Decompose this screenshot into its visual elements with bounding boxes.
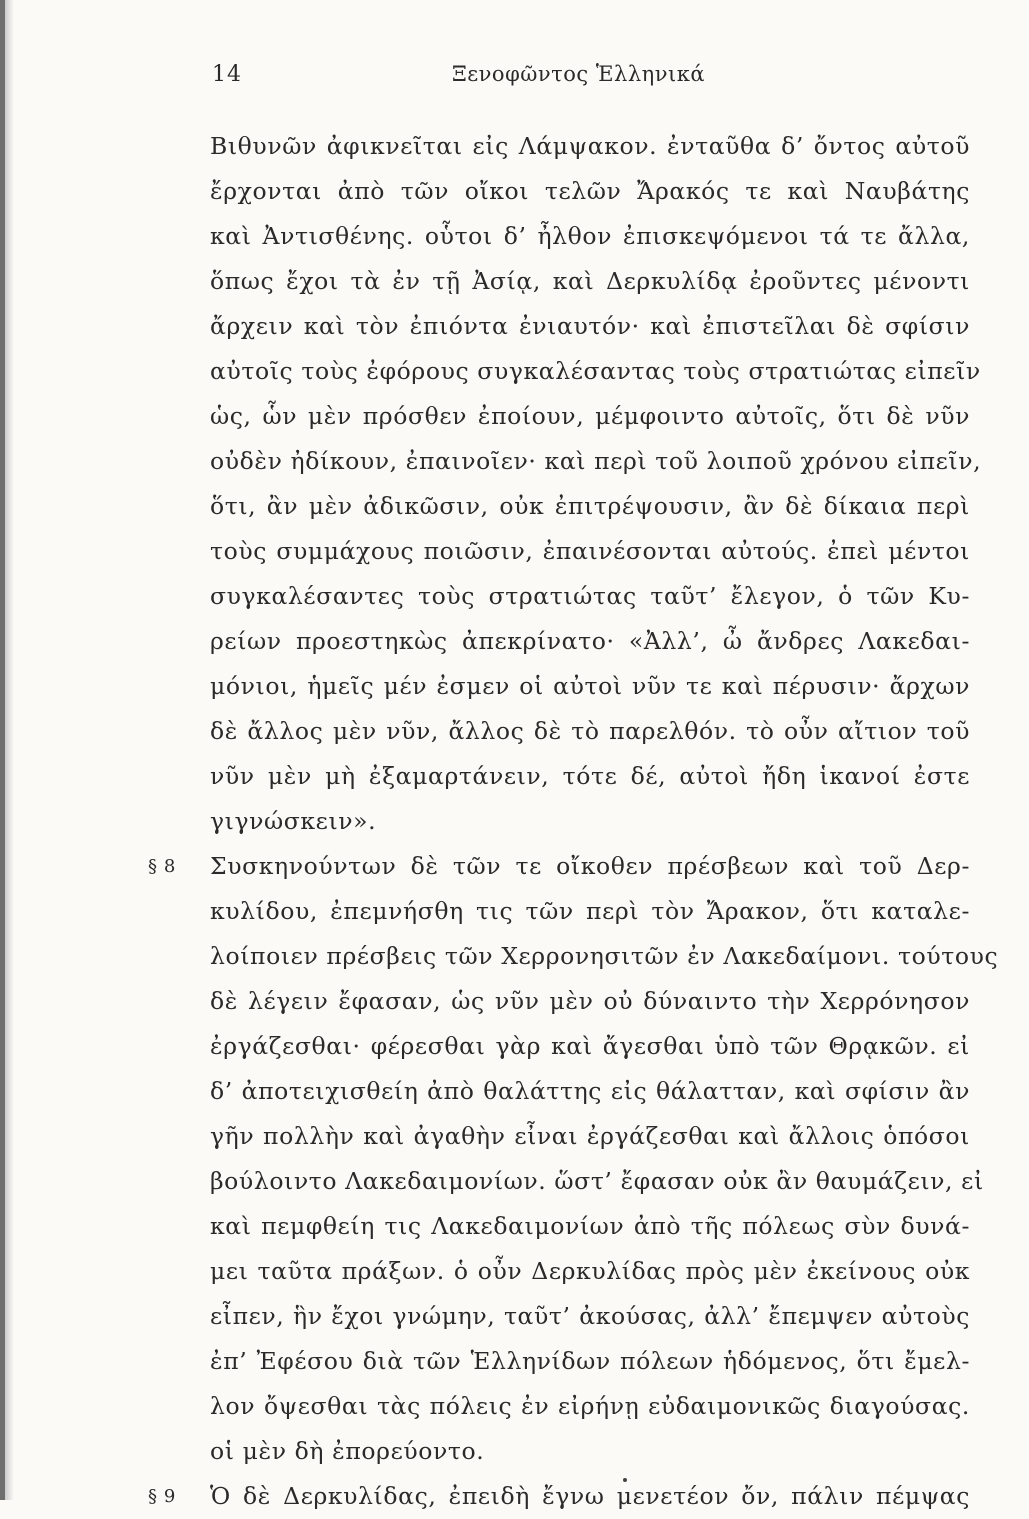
text-line: Βιθυνῶν ἀφικνεῖται εἰς Λάμψακον. ἐνταῦθα δ’ ὄντος αὐτοῦ: [210, 132, 970, 160]
text-line: μόνιοι, ἡμεῖς μέν ἐσμεν οἱ αὐτοὶ νῦν τε καὶ πέρυσιν· ἄρχων: [210, 672, 970, 700]
text-line: οὐδὲν ἠδίκουν, ἐπαινοῖεν· καὶ περὶ τοῦ λοιποῦ χρόνου εἰπεῖν,: [210, 447, 982, 475]
text-line: εἶπεν, ἣν ἔχοι γνώμην, ταῦτ’ ἀκούσας, ἀλλ’ ἔπεμψεν αὐτοὺς: [210, 1302, 970, 1330]
text-line: Ὁ δὲ Δερκυλίδας, ἐπειδὴ ἔγνω μενετέον ὄν, πάλιν πέμψας: [210, 1482, 970, 1510]
section-8-first-line: [148, 844, 970, 889]
text-line: λον ὄψεσθαι τὰς πόλεις ἐν εἰρήνῃ εὐδαιμονικῶς διαγούσας.: [210, 1392, 970, 1420]
text-line: βούλοιντο Λακεδαιμονίων. ὥστ’ ἔφασαν οὐκ ἂν θαυμάζειν, εἰ: [210, 1167, 984, 1195]
page-number: 14: [212, 62, 242, 87]
text-line: δ’ ἀποτειχισθείη ἀπὸ θαλάττης εἰς θάλατταν, καὶ σφίσιν ἂν: [210, 1077, 970, 1105]
text-line: οἱ μὲν δὴ ἐπορεύοντο.: [210, 1437, 485, 1465]
text-line: ὅπως ἔχοι τὰ ἐν τῇ Ἀσίᾳ, καὶ Δερκυλίδᾳ ἐροῦντες μένοντι: [210, 267, 970, 295]
page-header: [212, 62, 972, 102]
text-line: τοὺς συμμάχους ποιῶσιν, ἐπαινέσονται αὐτούς. ἐπεὶ μέντοι: [210, 537, 970, 565]
text-line: λοίποιεν πρέσβεις τῶν Χερρονησιτῶν ἐν Λακεδαίμονι. τούτους: [210, 942, 999, 970]
text-line: αὐτοῖς τοὺς ἐφόρους συγκαλέσαντας τοὺς στρατιώτας εἰπεῖν: [210, 357, 981, 385]
text-line: συγκαλέσαντες τοὺς στρατιώτας ταῦτ’ ἔλεγον, ὁ τῶν Κυ-: [210, 582, 970, 610]
text-line: ἄρχειν καὶ τὸν ἐπιόντα ἐνιαυτόν· καὶ ἐπιστεῖλαι δὲ σφίσιν: [210, 312, 970, 340]
text-line: καὶ Ἀντισθένης. οὗτοι δ’ ἦλθον ἐπισκεψόμενοι τά τε ἄλλα,: [210, 222, 970, 250]
text-line: καὶ πεμφθείη τις Λακεδαιμονίων ἀπὸ τῆς πόλεως σὺν δυνά-: [210, 1212, 970, 1240]
section-marker-8: § 8: [148, 856, 176, 877]
text-line: ἐργάζεσθαι· φέρεσθαι γὰρ καὶ ἄγεσθαι ὑπὸ τῶν Θρᾳκῶν. εἰ: [210, 1032, 970, 1060]
text-line: γῆν πολλὴν καὶ ἀγαθὴν εἶναι ἐργάζεσθαι καὶ ἄλλοις ὁπόσοι: [210, 1122, 970, 1150]
text-line: ἔρχονται ἀπὸ τῶν οἴκοι τελῶν Ἄρακός τε καὶ Ναυβάτης: [210, 177, 970, 205]
text-line: δὲ λέγειν ἔφασαν, ὡς νῦν μὲν οὐ δύναιντο τὴν Χερρόνησον: [210, 987, 970, 1015]
text-line: Συσκηνούντων δὲ τῶν τε οἴκοθεν πρέσβεων καὶ τοῦ Δερ-: [210, 852, 970, 880]
running-title: Ξενοφῶντος Ἑλληνικά: [452, 62, 706, 86]
section-9-first-line: [148, 1474, 970, 1519]
ink-speck: [623, 1478, 627, 1482]
text-line: νῦν μὲν μὴ ἐξαμαρτάνειν, τότε δέ, αὐτοὶ ἤδη ἱκανοί ἐστε: [210, 762, 970, 790]
body-text: [148, 124, 999, 1519]
text-line: ἐπ’ Ἐφέσου διὰ τῶν Ἑλληνίδων πόλεων ἡδόμενος, ὅτι ἔμελ-: [210, 1347, 970, 1375]
text-line: ὅτι, ἂν μὲν ἀδικῶσιν, οὐκ ἐπιτρέψουσιν, ἂν δὲ δίκαια περὶ: [210, 492, 970, 520]
text-line: ὡς, ὧν μὲν πρόσθεν ἐποίουν, μέμφοιντο αὐτοῖς, ὅτι δὲ νῦν: [210, 402, 970, 430]
text-line: κυλίδου, ἐπεμνήσθη τις τῶν περὶ τὸν Ἄρακον, ὅτι καταλε-: [210, 897, 970, 925]
section-marker-9: § 9: [148, 1486, 176, 1507]
text-line: μει ταῦτα πράξων. ὁ οὖν Δερκυλίδας πρὸς μὲν ἐκείνους οὐκ: [210, 1257, 970, 1285]
text-line: δὲ ἄλλος μὲν νῦν, ἄλλος δὲ τὸ παρελθόν. τὸ οὖν αἴτιον τοῦ: [210, 717, 970, 745]
text-line: γιγνώσκειν».: [210, 807, 377, 835]
text-line: ρείων προεστηκὼς ἀπεκρίνατο· «Ἀλλ’, ὦ ἄνδρες Λακεδαι-: [210, 627, 970, 655]
page-edge-dark: [0, 0, 5, 1500]
